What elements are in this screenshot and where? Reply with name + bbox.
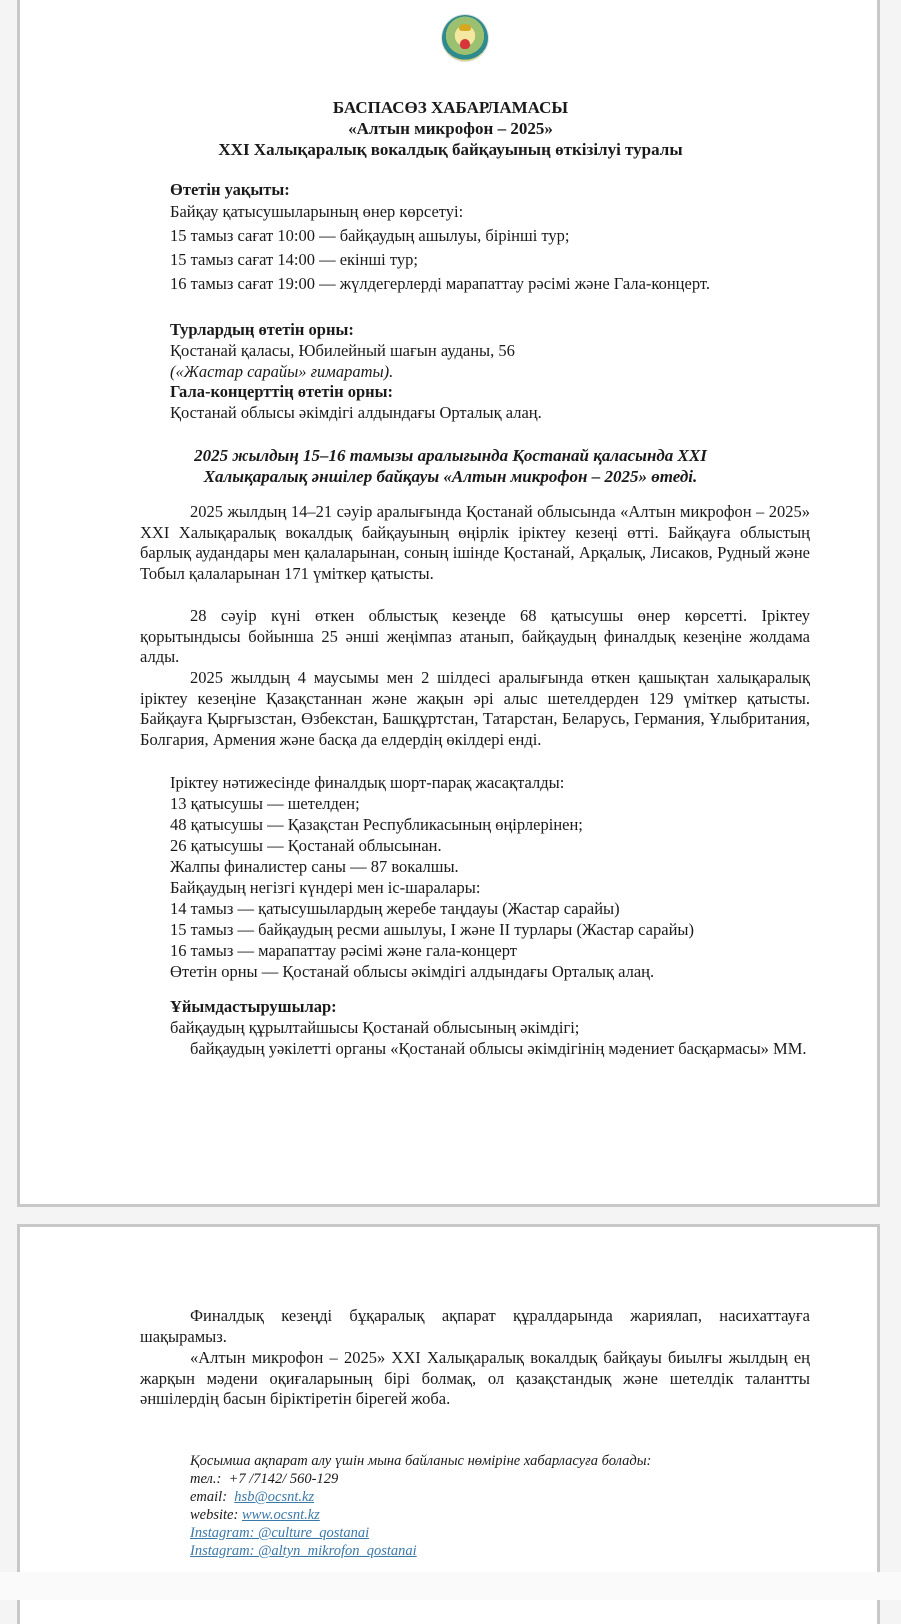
bird-icon bbox=[459, 24, 471, 31]
rounds-venue-building: («Жастар сарайы» ғимараты). bbox=[170, 362, 394, 381]
page2-paragraph: Финалдық кезеңді бұқаралық ақпарат құралдарында жариялап, насихаттауға шақырамыз. bbox=[140, 1306, 810, 1346]
finalists-total: Жалпы финалистер саны — 87 вокалшы. bbox=[170, 857, 459, 876]
contact-website bbox=[190, 1507, 320, 1525]
organizers-heading: Ұйымдастырушылар: bbox=[170, 997, 337, 1016]
instagram-link-altyn-mikrofon[interactable]: Instagram: @altyn_mikrofon_qostanai bbox=[190, 1543, 417, 1559]
email-label: email: bbox=[190, 1489, 228, 1505]
shortlist-item: 26 қатысушы — Қостанай облысынан. bbox=[170, 836, 442, 855]
contest-name: «Алтын микрофон – 2025» bbox=[348, 119, 553, 138]
key-days-intro: Байқаудың негізгі күндері мен іс-шаралары: bbox=[170, 878, 481, 897]
key-day-item: 15 тамыз — байқаудың ресми ашылуы, I және II турлары (Жастар сарайы) bbox=[170, 920, 694, 939]
phone-label: тел.: bbox=[190, 1471, 222, 1487]
heart-icon bbox=[460, 39, 470, 49]
regional-emblem-icon bbox=[442, 15, 488, 61]
body-paragraph: 2025 жылдың 14–21 сәуір аралығында Қостанай облысында «Алтын микрофон – 2025» XXI Халықаралық вокалдық байқауының өңірлік іріктеу кезеңі өтті. Байқауға облыстың барлық аудандары мен қалаларынан, соның ішінде Қостанай, Арқалық, Лисаков, Рудный және Тобыл қалаларынан 171 үміткер қатысты. bbox=[140, 502, 810, 584]
contact-phone bbox=[190, 1471, 338, 1489]
shortlist-item: 48 қатысушы — Қазақстан Республикасының өңірлерінен; bbox=[170, 815, 583, 834]
document-subtitle: XXI Халықаралық вокалдық байқауының өткізілуі туралы bbox=[218, 140, 683, 159]
shortlist-intro: Іріктеу нәтижесінде финалдық шорт-парақ жасақталды: bbox=[170, 773, 565, 792]
document-page-2 bbox=[17, 1224, 880, 1624]
gala-venue-address: Қостанай облысы әкімдігі алдындағы Орталық алаң. bbox=[170, 403, 542, 422]
organizer-authorized: байқаудың уәкілетті органы «Қостанай облысы әкімдігінің мәдениет басқармасы» ММ. bbox=[190, 1039, 807, 1058]
rounds-venue-heading: Турлардың өтетін орны: bbox=[170, 320, 354, 339]
body-paragraph: 28 сәуір күні өткен облыстық кезеңде 68 қатысушы өнер көрсетті. Іріктеу қорытындысы бойынша 25 әнші жеңімпаз атанып, байқаудың финалдық кезеңіне жолдама алды. bbox=[140, 606, 810, 667]
rounds-venue-address: Қостанай қаласы, Юбилейный шағын ауданы, 56 bbox=[170, 341, 515, 360]
contact-intro: Қосымша ақпарат алу үшін мына байланыс нөміріне хабарласуға болады: bbox=[190, 1453, 652, 1469]
shortlist-item: 13 қатысушы — шетелден; bbox=[170, 794, 360, 813]
gala-venue-heading: Гала-концерттің өтетін орны: bbox=[170, 382, 394, 401]
organizer-founder: байқаудың құрылтайшысы Қостанай облысының әкімдігі; bbox=[170, 1018, 580, 1037]
page2-paragraph: «Алтын микрофон – 2025» XXI Халықаралық вокалдық байқауы биылғы жылдың ең жарқын мәдени оқиғаларының бірі болмақ, ол қазақстандық және шетелдік талантты әншілердің басын біріктіретін бірегей жоба. bbox=[140, 1348, 810, 1409]
website-link[interactable]: www.ocsnt.kz bbox=[241, 1507, 320, 1523]
schedule-item: 15 тамыз сағат 10:00 — байқаудың ашылуы, бірінші тур; bbox=[170, 226, 570, 245]
schedule-heading: Өтетін уақыты: bbox=[170, 180, 290, 199]
lead-line-2: Халықаралық әншілер байқауы «Алтын микрофон – 2025» өтеді. bbox=[203, 467, 698, 486]
document-title: БАСПАСӨЗ ХАБАРЛАМАСЫ bbox=[332, 98, 569, 117]
website-label: website: bbox=[190, 1507, 239, 1523]
contact-email bbox=[190, 1489, 314, 1507]
key-day-item: 14 тамыз — қатысушылардың жеребе таңдауы (Жастар сарайы) bbox=[170, 899, 620, 918]
venue-note: Өтетін орны — Қостанай облысы әкімдігі алдындағы Орталық алаң. bbox=[170, 962, 655, 981]
schedule-intro: Байқау қатысушыларының өнер көрсетуі: bbox=[170, 202, 464, 221]
schedule-item: 15 тамыз сағат 14:00 — екінші тур; bbox=[170, 250, 418, 269]
key-day-item: 16 тамыз — марапаттау рәсімі және гала-концерт bbox=[170, 941, 517, 960]
phone-value: +7 /7142/ 560-129 bbox=[228, 1471, 339, 1487]
lead-line-1: 2025 жылдың 15–16 тамызы аралығында Қостанай қаласында XXI bbox=[194, 446, 707, 465]
body-paragraph: 2025 жылдың 4 маусымы мен 2 шілдесі аралығында өткен қашықтан халықаралық іріктеу кезеңіне Қазақстаннан және жақын әрі алыс шетелдерден 129 үміткер қатысты. Байқауға Қырғызстан, Өзбекстан, Башқұртстан, Татарстан, Беларусь, Германия, Ұлыбритания, Болгария, Армения және басқа да елдердің өкілдері енді. bbox=[140, 668, 810, 750]
instagram-link-culture[interactable]: Instagram: @culture_qostanai bbox=[190, 1525, 370, 1541]
email-link[interactable]: hsb@ocsnt.kz bbox=[234, 1489, 315, 1505]
page-bottom-fade bbox=[0, 1572, 901, 1600]
schedule-item: 16 тамыз сағат 19:00 — жүлдегерлерді марапаттау рәсімі және Гала-концерт. bbox=[170, 274, 710, 293]
